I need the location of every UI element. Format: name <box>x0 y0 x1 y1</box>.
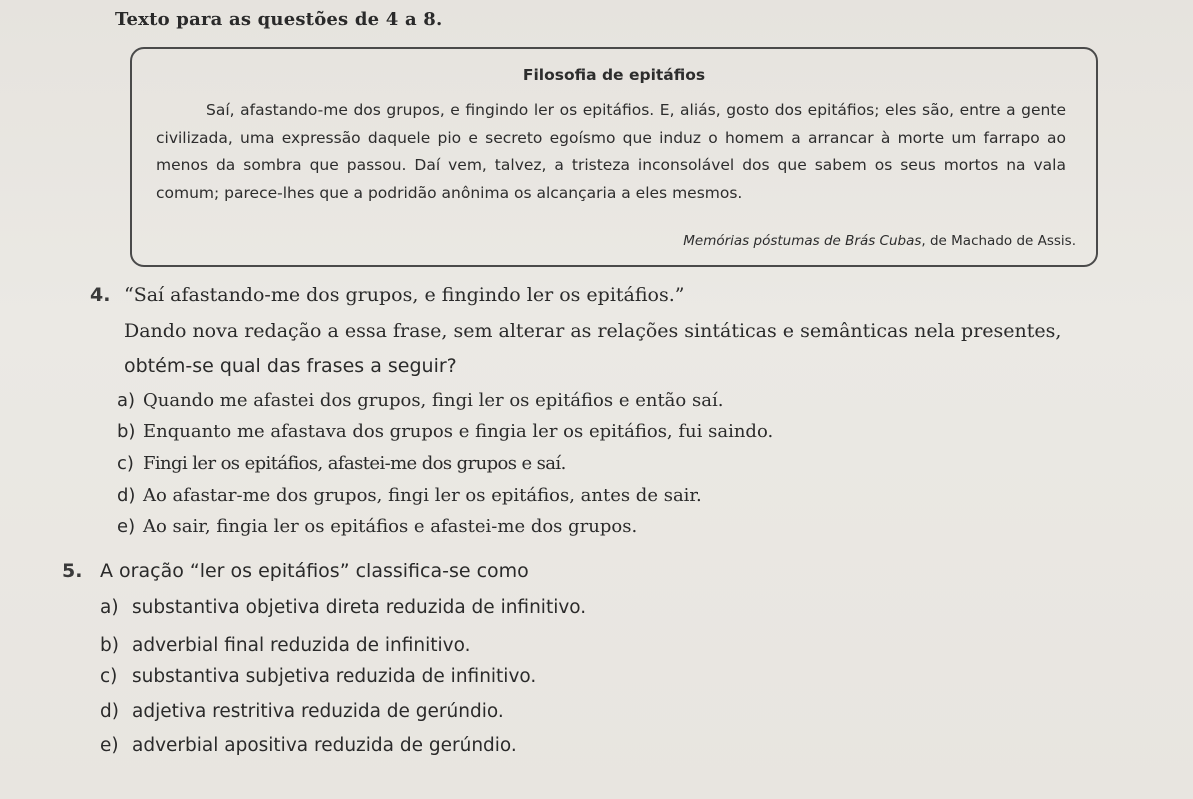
option-letter: a) <box>117 390 136 411</box>
option-letter: d) <box>100 701 119 722</box>
option-text: adverbial final reduzida de infinitivo. <box>132 635 471 656</box>
option-text: substantiva objetiva direta reduzida de infinitivo. <box>132 597 587 618</box>
option-letter: d) <box>117 485 136 506</box>
option-text: adjetiva restritiva reduzida de gerúndio. <box>132 701 504 722</box>
option-letter: a) <box>100 597 119 618</box>
section-heading: Texto para as questões de 4 a 8. <box>115 9 443 30</box>
question-5-option-a[interactable] <box>100 597 586 618</box>
question-4-option-c[interactable] <box>117 453 566 474</box>
question-5-number: 5. <box>62 560 83 582</box>
option-text: Quando me afastei dos grupos, fingi ler os epitáfios e então saí. <box>143 390 724 411</box>
question-4-option-a[interactable] <box>117 390 723 411</box>
option-text: Ao afastar-me dos grupos, fingi ler os epitáfios, antes de sair. <box>143 485 702 506</box>
source-book-title: Memórias póstumas de Brás Cubas <box>683 233 922 249</box>
question-4-option-e[interactable] <box>117 516 637 537</box>
text-body: Saí, afastando-me dos grupos, e fingindo ler os epitáfios. E, aliás, gosto dos epitáfios; eles são, entre a gente civilizada, uma expressão daquele pio e secreto egoísmo que induz o homem a arrancar à morte um farrapo ao menos da sombra que passou. Daí vem, talvez, a tristeza inconsolável dos que sabem os seus mortos na vala comum; parece-lhes que a podridão anônima os alcançaria a eles mesmos. <box>156 101 1066 202</box>
question-4-option-b[interactable] <box>117 421 773 442</box>
text-title: Filosofia de epitáfios <box>522 66 706 84</box>
reading-text-box <box>130 47 1098 267</box>
option-letter: e) <box>117 516 136 537</box>
option-text: adverbial apositiva reduzida de gerúndio. <box>132 735 517 756</box>
question-4-quote: “Saí afastando-me dos grupos, e fingindo ler os epitáfios.” <box>124 284 685 306</box>
question-4-prompt-line-2: obtém-se qual das frases a seguir? <box>124 355 457 377</box>
option-text: Fingi ler os epitáfios, afastei-me dos grupos e saí. <box>143 453 566 474</box>
question-5-option-c[interactable] <box>100 666 536 687</box>
option-text: Ao sair, fingia ler os epitáfios e afastei-me dos grupos. <box>143 516 638 537</box>
question-4-option-d[interactable] <box>117 485 702 506</box>
option-letter: b) <box>100 635 119 656</box>
option-letter: e) <box>100 735 119 756</box>
option-letter: c) <box>117 453 134 474</box>
option-text: Enquanto me afastava dos grupos e fingia ler os epitáfios, fui saindo. <box>143 421 774 442</box>
question-4-number: 4. <box>90 284 111 306</box>
option-letter: b) <box>117 421 136 442</box>
question-5-option-d[interactable] <box>100 701 504 722</box>
question-5-prompt: A oração “ler os epitáfios” classifica-se como <box>100 560 529 582</box>
text-source <box>683 233 1076 249</box>
question-5-option-b[interactable] <box>100 635 470 656</box>
option-letter: c) <box>100 666 118 687</box>
option-text: substantiva subjetiva reduzida de infinitivo. <box>132 666 537 687</box>
question-4-prompt-line-1: Dando nova redação a essa frase, sem alterar as relações sintáticas e semânticas nela presentes, <box>124 320 1062 342</box>
source-author: , de Machado de Assis. <box>921 233 1076 249</box>
question-5-option-e[interactable] <box>100 735 517 756</box>
